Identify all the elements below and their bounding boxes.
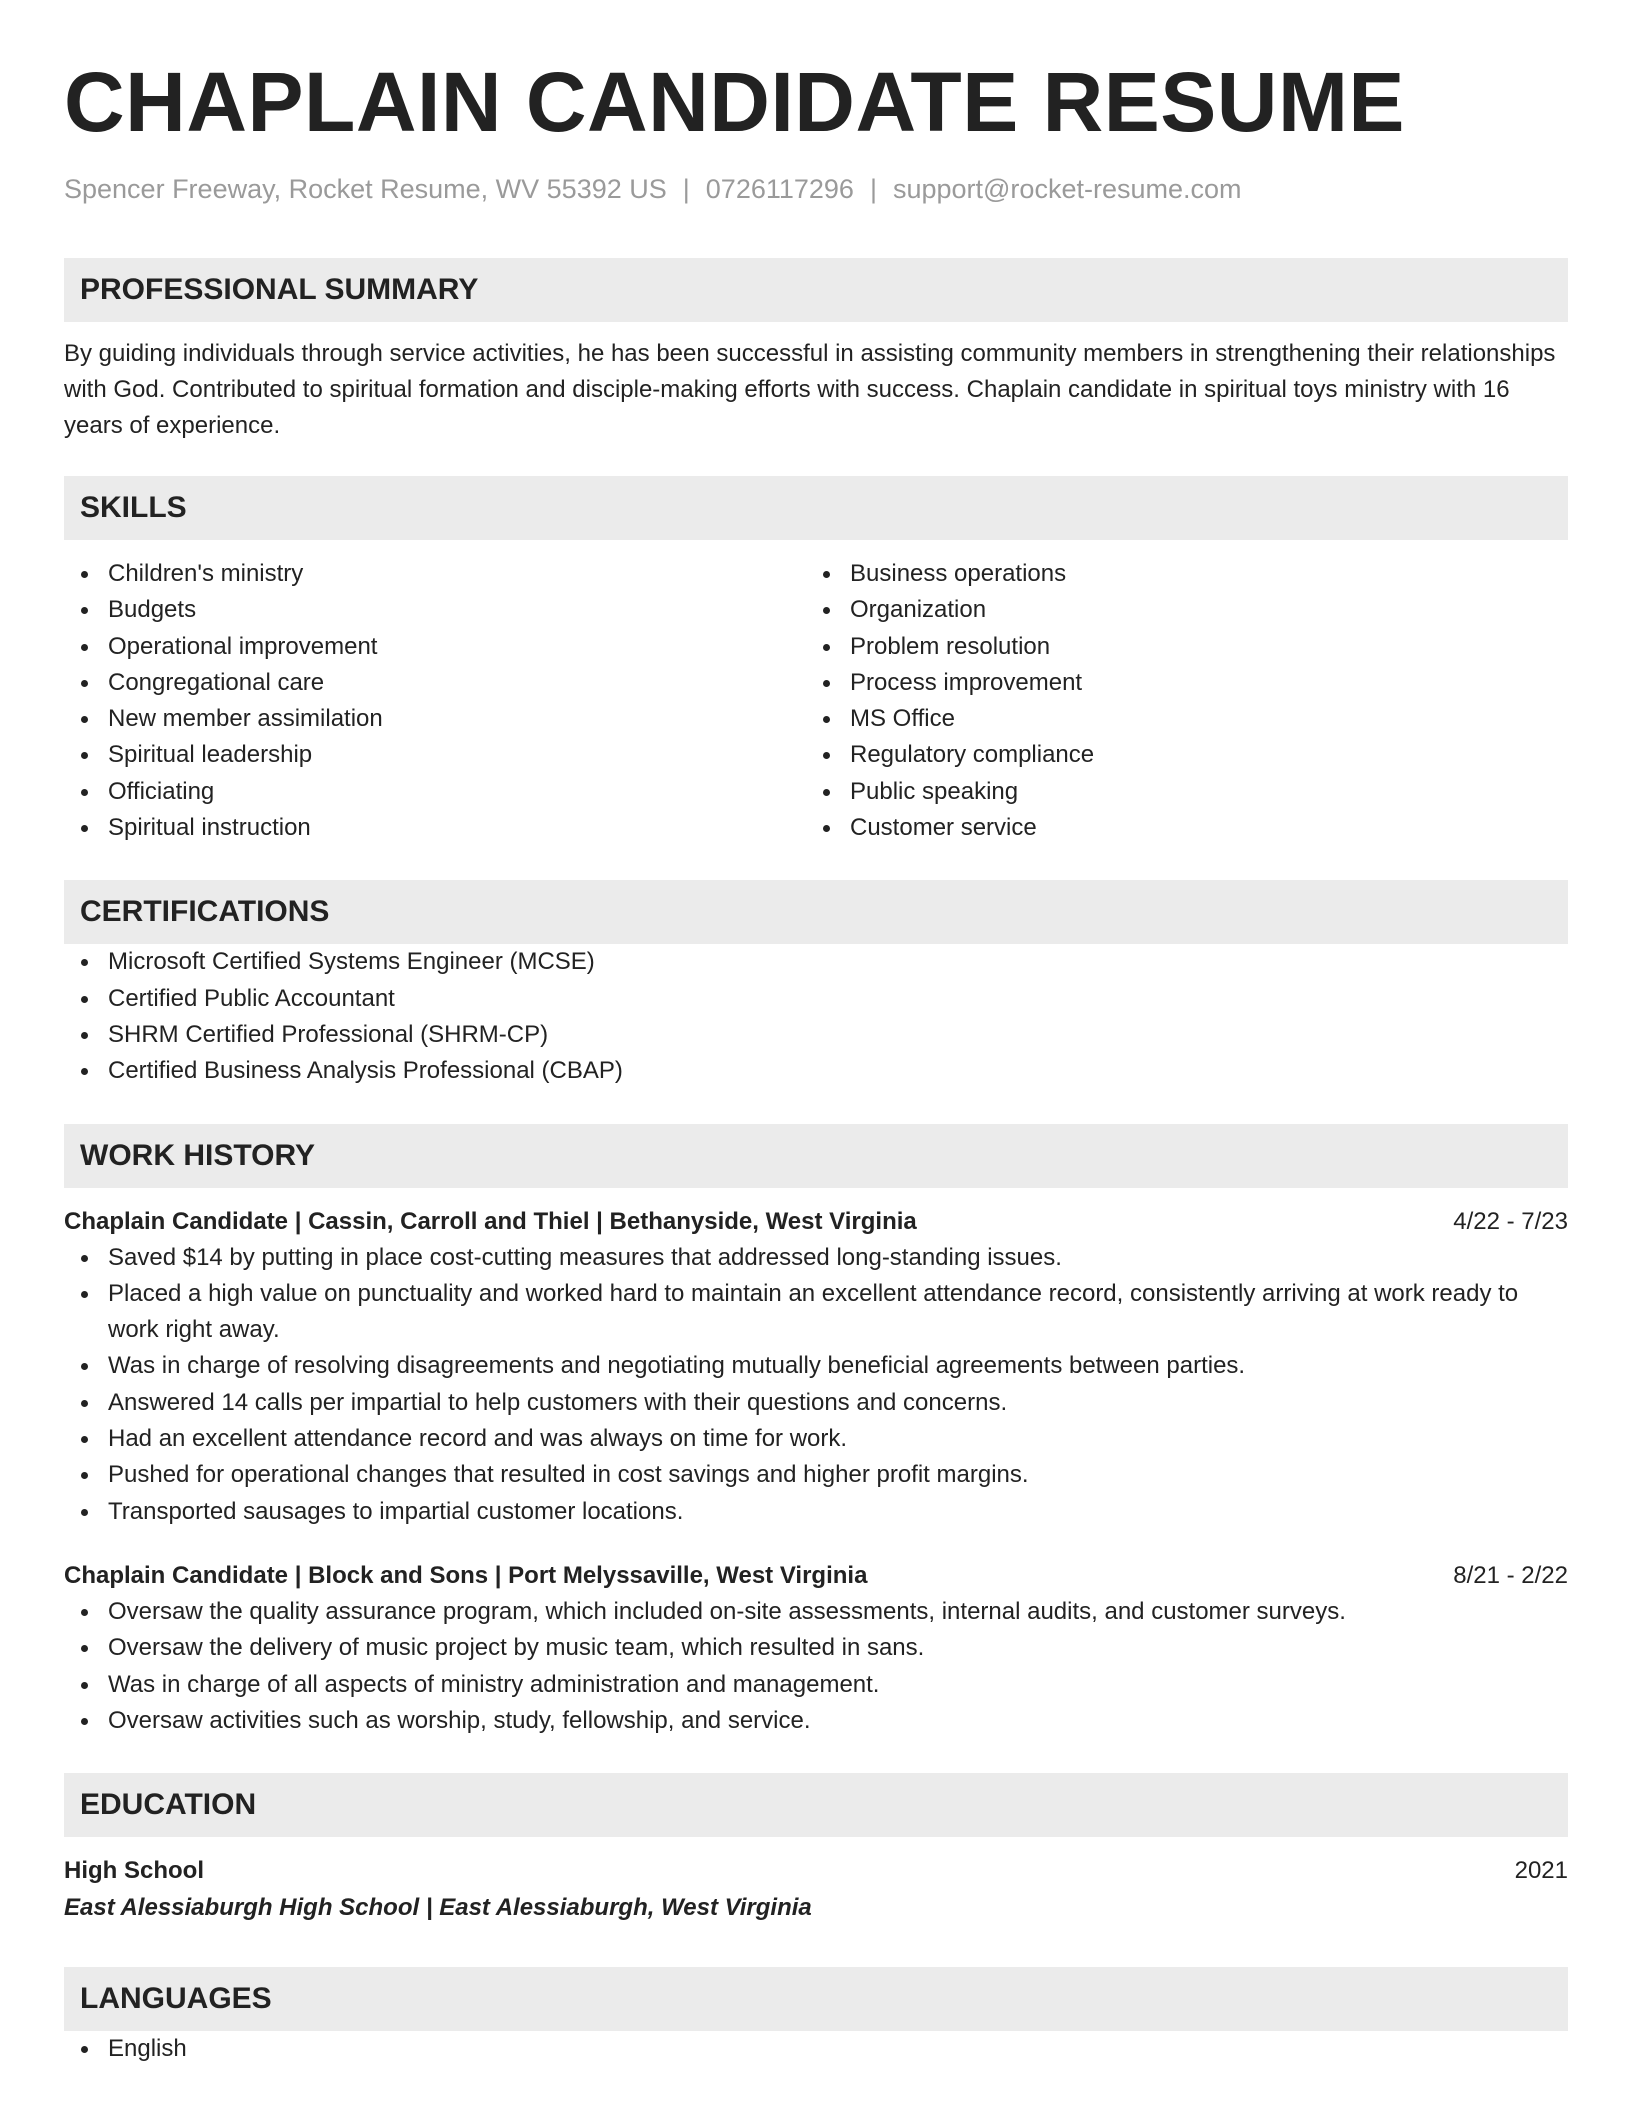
skills-column-right — [806, 556, 1548, 846]
skill-item: Congregational care — [108, 665, 806, 701]
skill-item: Organization — [850, 592, 1548, 628]
skill-item: Customer service — [850, 810, 1548, 846]
skill-item: Spiritual leadership — [108, 737, 806, 773]
job-header — [64, 1558, 1568, 1594]
job-duties-list — [64, 1240, 1568, 1530]
job-duty-item: Placed a high value on punctuality and worked hard to maintain an excellent attendance record, consistently arriving at work ready to work right away. — [108, 1276, 1568, 1349]
job-duty-item: Was in charge of all aspects of ministry administration and management. — [108, 1667, 1568, 1703]
job-duty-item: Oversaw activities such as worship, study, fellowship, and service. — [108, 1703, 1568, 1739]
education-year: 2021 — [1514, 1857, 1568, 1885]
job-duty-item: Had an excellent attendance record and was always on time for work. — [108, 1421, 1568, 1457]
job-duties-list — [64, 1594, 1568, 1739]
skill-item: MS Office — [850, 701, 1548, 737]
job-header — [64, 1204, 1568, 1240]
language-item: English — [108, 2031, 1568, 2067]
certifications-list — [64, 944, 1568, 1089]
skills-grid — [64, 556, 1568, 846]
job-title: Chaplain Candidate | Cassin, Carroll and Thiel | Bethanyside, West Virginia — [64, 1207, 917, 1235]
education-school: East Alessiaburgh High School | East Alessiaburgh, West Virginia — [64, 1894, 812, 1922]
contact-phone: 0726117296 — [705, 174, 854, 204]
job-duty-item: Transported sausages to impartial customer locations. — [108, 1494, 1568, 1530]
job-dates: 4/22 - 7/23 — [1453, 1207, 1568, 1235]
certification-item: SHRM Certified Professional (SHRM-CP) — [108, 1017, 1568, 1053]
job-duty-item: Saved $14 by putting in place cost-cutting measures that addressed long-standing issues. — [108, 1240, 1568, 1276]
job-duty-item: Oversaw the quality assurance program, which included on-site assessments, internal audits, and customer surveys. — [108, 1594, 1568, 1630]
education-entry — [64, 1853, 1568, 1927]
section-heading-languages: LANGUAGES — [64, 1967, 1568, 2031]
skill-item: Business operations — [850, 556, 1548, 592]
skill-item: Officiating — [108, 774, 806, 810]
skill-item: Children's ministry — [108, 556, 806, 592]
contact-line — [64, 172, 1568, 206]
certification-item: Certified Public Accountant — [108, 981, 1568, 1017]
resume-title: CHAPLAIN CANDIDATE RESUME — [64, 55, 1405, 149]
skill-item: Public speaking — [850, 774, 1548, 810]
skill-item: Budgets — [108, 592, 806, 628]
job-dates: 8/21 - 2/22 — [1453, 1561, 1568, 1589]
section-heading-certifications: CERTIFICATIONS — [64, 880, 1568, 944]
contact-separator: | — [682, 174, 690, 204]
skill-item: Operational improvement — [108, 629, 806, 665]
languages-list — [64, 2031, 1568, 2067]
job-entry — [64, 1204, 1568, 1530]
summary-text: By guiding individuals through service activities, he has been successful in assisting community members in strengthening their relationships with God. Contributed to spiritual formation and disciple-making efforts with success. Chaplain candidate in spiritual toys ministry with 16 years of experience. — [64, 340, 1556, 439]
contact-separator: | — [869, 174, 877, 204]
contact-email: support@rocket-resume.com — [892, 174, 1242, 204]
skill-item: New member assimilation — [108, 701, 806, 737]
skill-item: Process improvement — [850, 665, 1548, 701]
skill-item: Spiritual instruction — [108, 810, 806, 846]
section-heading-education: EDUCATION — [64, 1773, 1568, 1837]
job-title: Chaplain Candidate | Block and Sons | Port Melyssaville, West Virginia — [64, 1561, 868, 1589]
section-heading-work-history: WORK HISTORY — [64, 1124, 1568, 1188]
job-duty-item: Oversaw the delivery of music project by music team, which resulted in sans. — [108, 1630, 1568, 1666]
job-duty-item: Was in charge of resolving disagreements and negotiating mutually beneficial agreements between parties. — [108, 1348, 1568, 1384]
certification-item: Microsoft Certified Systems Engineer (MCSE) — [108, 944, 1568, 980]
skills-list-left — [64, 556, 806, 846]
job-duty-item: Answered 14 calls per impartial to help customers with their questions and concerns. — [108, 1385, 1568, 1421]
section-heading-summary: PROFESSIONAL SUMMARY — [64, 258, 1568, 322]
contact-address: Spencer Freeway, Rocket Resume, WV 55392 US — [64, 174, 667, 204]
education-header — [64, 1853, 1568, 1889]
section-heading-skills: SKILLS — [64, 476, 1568, 540]
job-entry — [64, 1558, 1568, 1739]
skills-list-right — [806, 556, 1548, 846]
skills-column-left — [64, 556, 806, 846]
education-degree: High School — [64, 1857, 204, 1885]
skill-item: Regulatory compliance — [850, 737, 1548, 773]
skill-item: Problem resolution — [850, 629, 1548, 665]
job-duty-item: Pushed for operational changes that resulted in cost savings and higher profit margins. — [108, 1457, 1568, 1493]
resume-page — [64, 52, 1568, 2067]
certification-item: Certified Business Analysis Professional (CBAP) — [108, 1053, 1568, 1089]
